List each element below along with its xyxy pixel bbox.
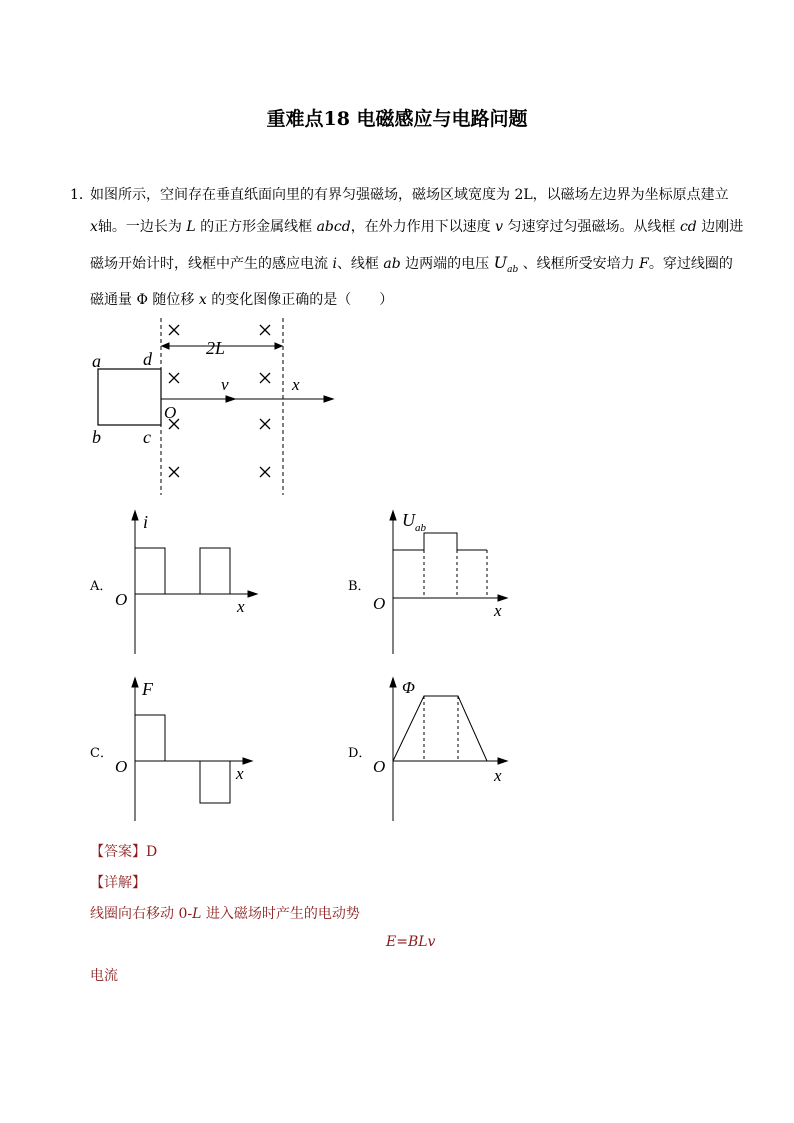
text: 匀速穿过匀强磁场。从线框 [507, 219, 676, 235]
origin-label: O [373, 757, 386, 776]
answer-label: 【答案】 [90, 844, 146, 860]
y-label: F [142, 679, 153, 699]
var-i: i [332, 256, 337, 272]
label-x: x [292, 375, 300, 394]
x-label: x [494, 766, 502, 785]
text: 、线框 [336, 256, 379, 272]
var-cd: cd [679, 219, 697, 235]
text: 边两端的电压 [405, 256, 490, 272]
question-text: 如图所示，空间存在垂直纸面向里的有界匀强磁场，磁场区域宽度为 2L，以磁场左边界为坐标原点建立 [90, 187, 729, 203]
question-line-4 [90, 289, 393, 309]
question-line-3 [90, 253, 733, 275]
origin-label: O [115, 757, 128, 776]
text: 边刚进 [701, 219, 744, 235]
var-x: x [90, 219, 98, 235]
x-label: x [236, 764, 244, 783]
var-v: v [495, 219, 504, 235]
var-L: L [192, 906, 202, 922]
explain-line-1 [90, 903, 360, 923]
text: 、线框所受安培力 [522, 256, 635, 272]
label-d: d [143, 349, 152, 369]
label-b: b [92, 427, 101, 447]
text: 轴。一边长为 [97, 219, 182, 235]
option-b-graph[interactable] [370, 508, 520, 658]
detail-label: 【详解】 [90, 875, 146, 891]
text: 线圈向右移动 0- [90, 906, 193, 922]
text: 进入磁场时产生的电动势 [205, 906, 360, 922]
answer-line [90, 841, 157, 861]
var-F: F [639, 256, 649, 272]
origin-label: O [373, 594, 386, 613]
var-x: x [198, 292, 207, 308]
question-number: 1． [70, 187, 93, 203]
y-label: $U_{ab}$ [402, 510, 426, 534]
option-d-graph[interactable] [370, 675, 520, 825]
origin-label: O [115, 590, 128, 609]
y-label: i [143, 512, 149, 532]
text: 磁场开始计时，线框中产生的感应电流 [90, 256, 328, 272]
label-v: v [221, 375, 229, 394]
option-d-letter[interactable]: D． [348, 746, 372, 761]
option-c-letter[interactable]: C． [90, 746, 113, 761]
option-b-letter[interactable]: B． [348, 579, 371, 594]
text: 的正方形金属线框 [200, 219, 313, 235]
question-line-2 [90, 216, 743, 236]
label-c: c [143, 427, 151, 447]
page-title: 重难点18 电磁感应与电路问题 [266, 108, 528, 130]
text: 磁通量 Φ 随位移 [90, 292, 195, 308]
text: ，在外力作用下以速度 [350, 219, 491, 235]
x-axis [161, 396, 333, 402]
x-label: x [494, 601, 502, 620]
x-label: x [237, 597, 245, 616]
current-label: 电流 [90, 968, 118, 984]
option-a-letter[interactable]: A． [90, 579, 113, 594]
formula-emf: E=BLv [386, 934, 436, 950]
var-abcd: abcd [316, 219, 351, 235]
question-line-1 [90, 184, 729, 204]
label-width: 2L [206, 338, 226, 358]
answer-value: D [146, 844, 158, 860]
text: 的变化图像正确的是（ ） [211, 292, 394, 308]
text: 。穿过线圈的 [648, 256, 733, 272]
label-a: a [92, 351, 101, 371]
var-U-sub: ab [507, 265, 519, 275]
label-origin: O [164, 403, 177, 422]
var-ab: ab [383, 256, 401, 272]
var-L: L [186, 219, 196, 235]
option-a-graph[interactable] [112, 508, 262, 658]
var-U: U [493, 253, 508, 272]
option-c-graph[interactable] [112, 675, 262, 825]
y-label: Φ [402, 678, 415, 697]
field-diagram [80, 315, 350, 500]
wire-frame [98, 369, 161, 425]
